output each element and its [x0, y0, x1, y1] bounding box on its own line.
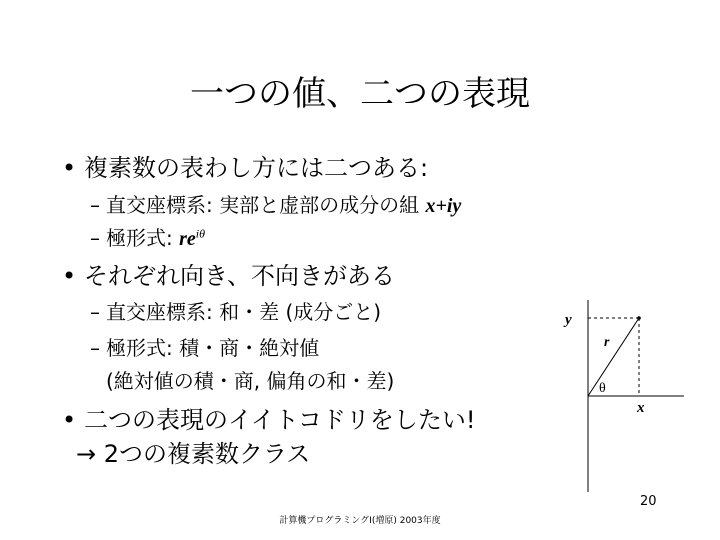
point-marker	[637, 316, 641, 320]
sub-bullet-text: 極形式:	[106, 226, 180, 250]
slide-title: 一つの値、二つの表現	[190, 74, 530, 114]
sub-bullet-continuation: (絶対値の積・商, 偏角の和・差)	[106, 369, 395, 393]
sub-bullet-text: 直交座標系: 実部と虚部の成分の組	[106, 193, 426, 217]
bullet-continuation: → 2つの複素数クラス	[76, 440, 311, 468]
bullet-marker: •	[62, 154, 77, 182]
page-number: 20	[640, 494, 657, 509]
math-expression: re	[179, 228, 196, 250]
bullet-text: 複素数の表わし方には二つある:	[84, 154, 429, 182]
bullet-marker: •	[62, 406, 77, 434]
bullet-text: 二つの表現のイイトコドリをしたい!	[84, 406, 476, 434]
math-superscript: iθ	[195, 226, 206, 241]
y-axis-label: y	[565, 312, 572, 328]
radius-label: r	[604, 335, 610, 350]
dash-marker: –	[90, 300, 100, 324]
sub-bullet-text: 直交座標系: 和・差 (成分ごと)	[106, 300, 382, 324]
footer-text: 計算機プログラミングI(増原) 2003年度	[279, 516, 441, 526]
bullet-marker: •	[62, 262, 77, 290]
x-axis-label: x	[637, 400, 645, 416]
angle-label: θ	[599, 381, 606, 396]
dash-marker: –	[90, 226, 100, 250]
dash-marker: –	[90, 336, 100, 360]
math-expression: x+iy	[425, 195, 462, 217]
bullet-text: それぞれ向き、不向きがある	[84, 262, 396, 290]
dash-marker: –	[90, 193, 100, 217]
radius-line	[588, 318, 639, 396]
sub-bullet-text: 極形式: 積・商・絶対値	[106, 336, 320, 360]
